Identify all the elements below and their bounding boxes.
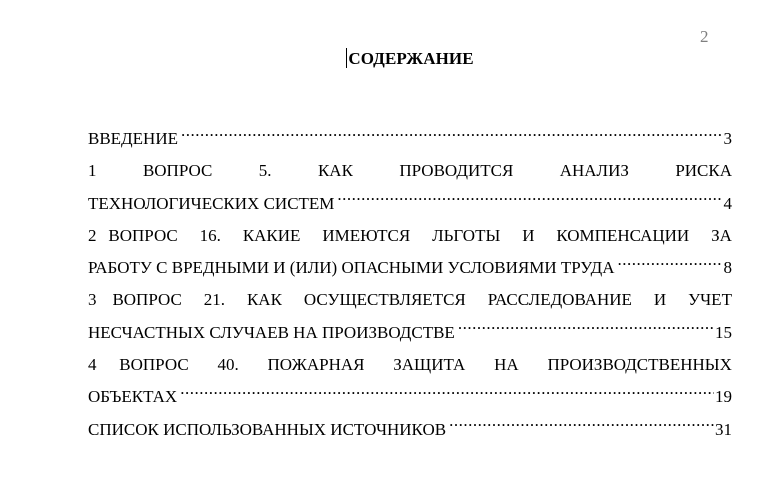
toc-word: КАК: [317, 161, 353, 181]
toc-word: 21.: [203, 290, 226, 310]
toc-entry-page: 4: [723, 193, 732, 213]
toc-entry-1-line1[interactable]: [88, 155, 732, 187]
toc-entry-introduction[interactable]: [88, 123, 732, 155]
dot-leader: [458, 321, 714, 338]
toc-entry-page: 3: [723, 129, 732, 148]
toc-word: КАК: [246, 290, 282, 310]
toc-word: ЗАЩИТА: [393, 355, 466, 375]
toc-word: ПРОИЗВОДСТВЕННЫХ: [547, 355, 732, 375]
toc-word: 3: [88, 290, 97, 310]
toc-word: ЗА: [711, 225, 732, 245]
toc-word: ОСУЩЕСТВЛЯЕТСЯ: [303, 290, 466, 310]
toc-entry-label: ВВЕДЕНИЕ: [88, 129, 178, 148]
toc-word: 2: [88, 225, 97, 245]
toc-word: ВОПРОС: [119, 355, 189, 375]
toc-entry-page: 31: [715, 419, 732, 439]
page-number: 2: [700, 27, 709, 46]
toc-word: ВОПРОС: [108, 225, 178, 245]
toc-word: УЧЕТ: [688, 290, 732, 310]
dot-leader: [449, 418, 714, 435]
toc-entry-label: ОБЪЕКТАХ: [88, 387, 178, 407]
toc-entry-3-line1[interactable]: [88, 284, 732, 316]
toc-word: 5.: [258, 161, 272, 181]
toc-word: И: [653, 290, 667, 310]
toc-word: АНАЛИЗ: [559, 161, 629, 181]
toc-entry-references[interactable]: [88, 414, 732, 446]
dot-leader: [181, 127, 723, 144]
toc-word: 1: [88, 161, 97, 181]
toc-entry-page: 19: [715, 387, 732, 407]
toc-word: 16.: [199, 225, 221, 245]
page-title: [0, 48, 764, 69]
toc-word: ЛЬГОТЫ: [432, 225, 501, 245]
toc-word: КАКИЕ: [242, 225, 301, 245]
toc-entry-3-line2[interactable]: [88, 317, 732, 349]
toc-entry-4-line2[interactable]: [88, 381, 732, 413]
toc-entry-4-line1[interactable]: [88, 349, 732, 381]
toc-word: И: [522, 225, 535, 245]
toc-word: ВОПРОС: [142, 161, 213, 181]
toc-entry-label: РАБОТУ С ВРЕДНЫМИ И (ИЛИ) ОПАСНЫМИ УСЛОВИЯМИ ТРУДА: [88, 258, 615, 278]
toc-word: 40.: [217, 355, 239, 375]
table-of-contents: [88, 123, 732, 446]
toc-word: ПОЖАРНАЯ: [267, 355, 365, 375]
dot-leader: [180, 385, 714, 402]
toc-word: ИМЕЮТСЯ: [322, 225, 411, 245]
toc-entry-label: ТЕХНОЛОГИЧЕСКИХ СИСТЕМ: [88, 193, 335, 213]
toc-entry-page: 15: [715, 322, 732, 342]
toc-word: РАССЛЕДОВАНИЕ: [487, 290, 632, 310]
toc-entry-1-line2[interactable]: [88, 188, 732, 220]
toc-entry-label: СПИСОК ИСПОЛЬЗОВАННЫХ ИСТОЧНИКОВ: [88, 419, 447, 439]
toc-word: ВОПРОС: [112, 290, 182, 310]
dot-leader: [337, 192, 722, 209]
dot-leader: [617, 256, 722, 273]
toc-word: ПРОВОДИТСЯ: [399, 161, 514, 181]
toc-entry-page: 8: [723, 258, 732, 278]
toc-word: КОМПЕНСАЦИИ: [556, 225, 690, 245]
toc-word: 4: [88, 355, 97, 375]
toc-entry-2-line1[interactable]: [88, 220, 732, 252]
toc-entry-label: НЕСЧАСТНЫХ СЛУЧАЕВ НА ПРОИЗВОДСТВЕ: [88, 322, 455, 342]
toc-word: РИСКА: [675, 161, 732, 181]
toc-word: НА: [494, 355, 519, 375]
title-text: СОДЕРЖАНИЕ: [348, 49, 474, 68]
toc-entry-2-line2[interactable]: [88, 252, 732, 284]
